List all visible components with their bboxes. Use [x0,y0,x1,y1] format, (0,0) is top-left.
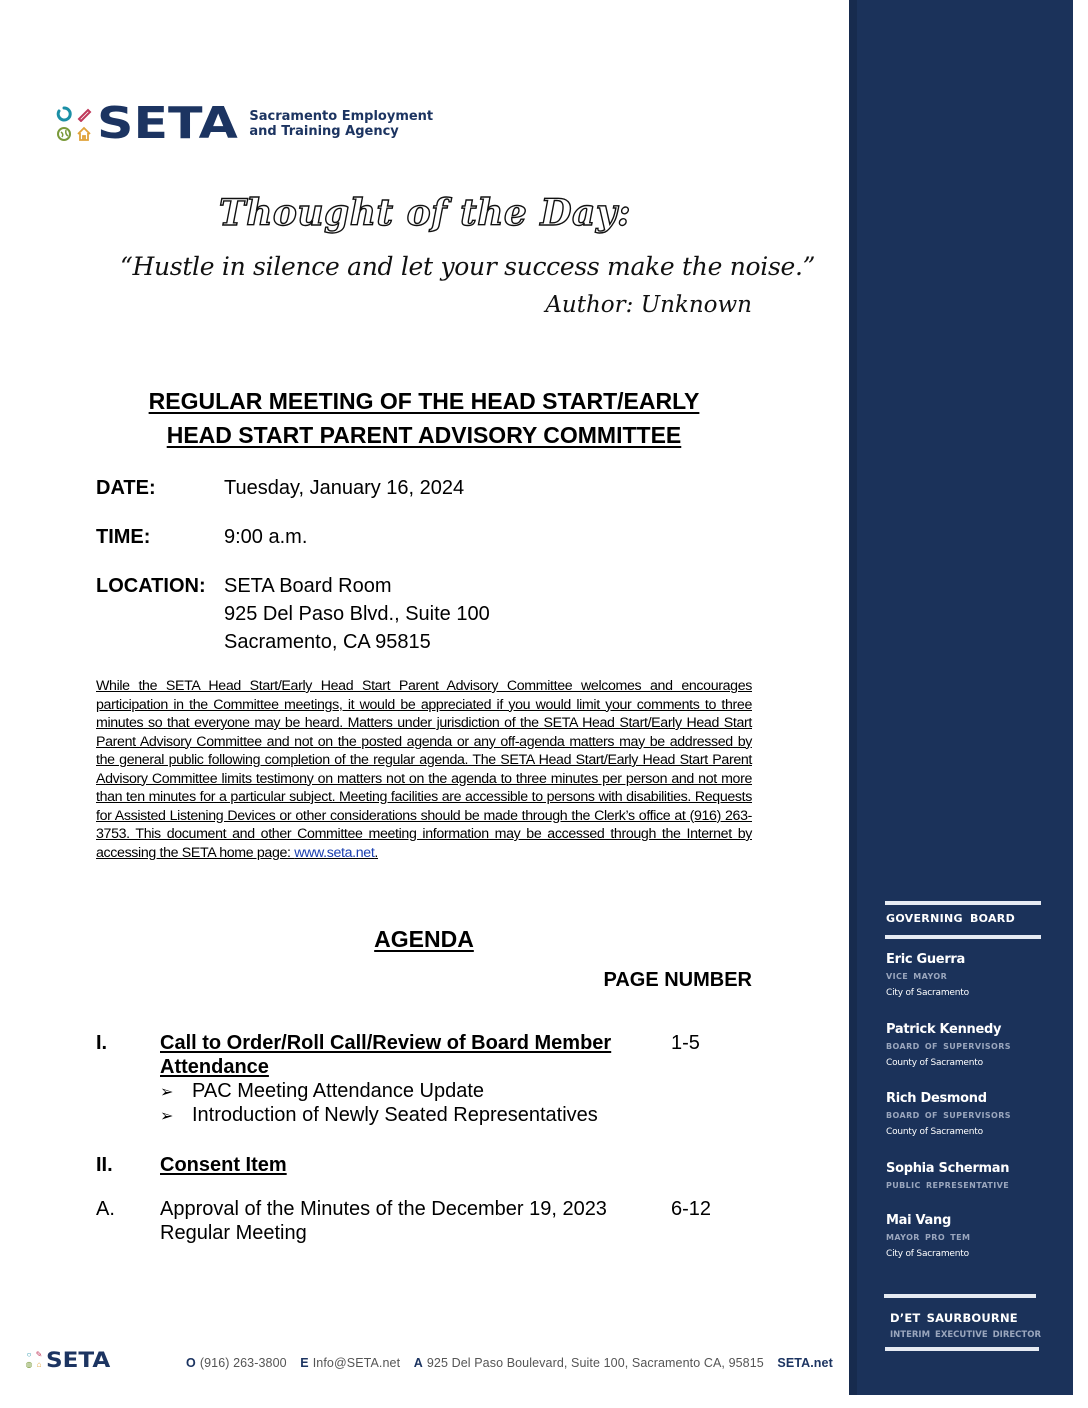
location-line3: Sacramento, CA 95815 [224,631,431,653]
phone-icon: O [186,1356,196,1370]
location-line1: SETA Board Room [224,575,392,597]
member-name: Patrick Kennedy [886,1022,1002,1037]
logo-icon-grid [55,105,93,143]
agenda-item-number: A. [96,1198,115,1220]
page-number-header: PAGE NUMBER [603,969,752,991]
thought-quote: “Hustle in silence and let your success make the noise.” [120,252,816,281]
sidebar-divider [884,1294,1036,1298]
meeting-title-line1: REGULAR MEETING OF THE HEAD START/EARLY [148,388,700,414]
member-org: County of Sacramento [886,1058,983,1068]
footer-logo [24,1348,111,1372]
member-role: MAYOR PRO TEM [886,1233,971,1242]
board-member [886,1212,970,1262]
member-role: PUBLIC REPRESENTATIVE [886,1181,1010,1190]
agenda-subitem-text: PAC Meeting Attendance Update [192,1080,485,1102]
time-label: TIME: [96,526,151,548]
agenda-item-title-line2: Attendance [160,1056,269,1078]
meeting-title-line2: HEAD START PARENT ADVISORY COMMITTEE [166,422,682,448]
footer-wordmark: SETA [46,1348,111,1372]
member-name: Rich Desmond [886,1091,987,1106]
member-role: VICE MAYOR [886,972,948,981]
pencil-icon: ✎ [35,1350,43,1359]
disclaimer-suffix: . [374,844,379,861]
footer-address: 925 Del Paso Boulevard, Suite 100, Sacramento CA, 95815 [426,1356,764,1370]
thought-author: Author: Unknown [545,292,752,318]
circle-arrow-icon [55,105,73,123]
location-line2: 925 Del Paso Blvd., Suite 100 [224,603,490,625]
agenda-item-title-line1: Consent Item [160,1154,287,1176]
sidebar-divider [885,901,1041,905]
agenda-title: AGENDA [374,926,474,952]
member-org: County of Sacramento [886,1127,983,1137]
member-name: Mai Vang [886,1213,951,1228]
agenda-item-number: II. [96,1154,113,1176]
governing-board-heading: GOVERNING BOARD [886,912,1015,925]
house-icon: ⌂ [36,1360,42,1369]
board-member [886,951,969,1001]
executive-director [890,1310,1041,1344]
meeting-title [0,384,848,452]
agenda-item-number: I. [96,1032,108,1054]
agenda-item-page: 6-12 [671,1198,712,1220]
seta-website-link[interactable]: www.seta.net [294,844,375,861]
sidebar-divider [885,935,1041,939]
circle-arrow-icon: ○ [26,1350,32,1359]
house-icon [75,125,93,143]
arrow-bullet-icon: ➢ [160,1108,174,1125]
logo-wordmark: SETA [97,98,238,149]
seta-logo [55,98,434,149]
member-name: Sophia Scherman [886,1161,1010,1176]
member-role: BOARD OF SUPERVISORS [886,1111,1011,1120]
arrow-bullet-icon: ➢ [160,1084,174,1101]
logo-subtitle [249,109,433,139]
agenda-item-page: 1-5 [671,1032,700,1054]
member-name: Eric Guerra [886,952,966,967]
time-value: 9:00 a.m. [224,526,308,548]
agenda-item-title [160,1031,650,1079]
director-name: D’ET SAURBOURNE [890,1311,1018,1325]
member-org: City of Sacramento [886,988,969,998]
pencil-icon [75,105,93,123]
email-icon: E [300,1356,309,1370]
footer-contact [186,1356,833,1370]
governing-board-sidebar [849,0,1073,1395]
member-role: BOARD OF SUPERVISORS [886,1042,1011,1051]
date-label: DATE: [96,477,156,499]
sidebar-divider [885,1347,1039,1351]
board-member [886,1090,1011,1140]
address-icon: A [413,1356,423,1370]
footer-phone: (916) 263-3800 [199,1356,287,1370]
date-value: Tuesday, January 16, 2024 [224,477,465,499]
agenda-subitem-text: Introduction of Newly Seated Representatives [192,1104,598,1126]
footer-website-link[interactable]: SETA.net [777,1356,833,1370]
location-label: LOCATION: [96,575,206,597]
globe-icon [55,125,73,143]
board-member [886,1021,1011,1071]
member-org: City of Sacramento [886,1249,969,1259]
board-member [886,1160,1009,1194]
thought-of-day-title: Thought of the Day: [218,192,632,234]
agenda-item-title-line1: Approval of the Minutes of the December 19, 2023 [160,1198,607,1220]
agenda-item-title-line1: Call to Order/Roll Call/Review of Board Member [160,1032,612,1054]
disclaimer-text: While the SETA Head Start/Early Head Start Parent Advisory Committee welcomes and encourages participation in the Committee meetings, it would be appreciated if you would limit your comments to three minutes so that everyone may be heard. Matters under jurisdiction of the SETA Head Start/Early Head Start Parent Advisory Committee and not on the posted agenda or any off-agenda matters may be addressed by the general public following completion of the regular agenda. The SETA Head Start/Early Head Start Parent Advisory Committee limits testimony on matters not on the agenda to three minutes per person and not more than ten minutes for a particular subject. Meeting facilities are accessible to persons with disabilities. Requests for Assisted Listening Devices or other considerations should be made through the Clerk’s office at (916) 263-3753. This document and other Committee meeting information may be accessed through the Internet by accessing the SETA home page: [96,678,752,861]
footer-logo-icons [24,1350,44,1370]
agenda-subitem [160,1079,484,1105]
director-role: INTERIM EXECUTIVE DIRECTOR [890,1330,1041,1340]
footer-email[interactable]: Info@SETA.net [312,1356,401,1370]
globe-icon: ◍ [25,1360,33,1369]
agenda-item-title [160,1153,287,1177]
logo-subtitle-line1: Sacramento Employment [249,109,434,124]
public-comment-disclaimer [96,677,752,862]
agenda-item-title [160,1197,650,1245]
agenda-subitem [160,1103,598,1129]
agenda-item-title-line2: Regular Meeting [160,1222,307,1244]
logo-subtitle-line2: and Training Agency [249,124,399,139]
